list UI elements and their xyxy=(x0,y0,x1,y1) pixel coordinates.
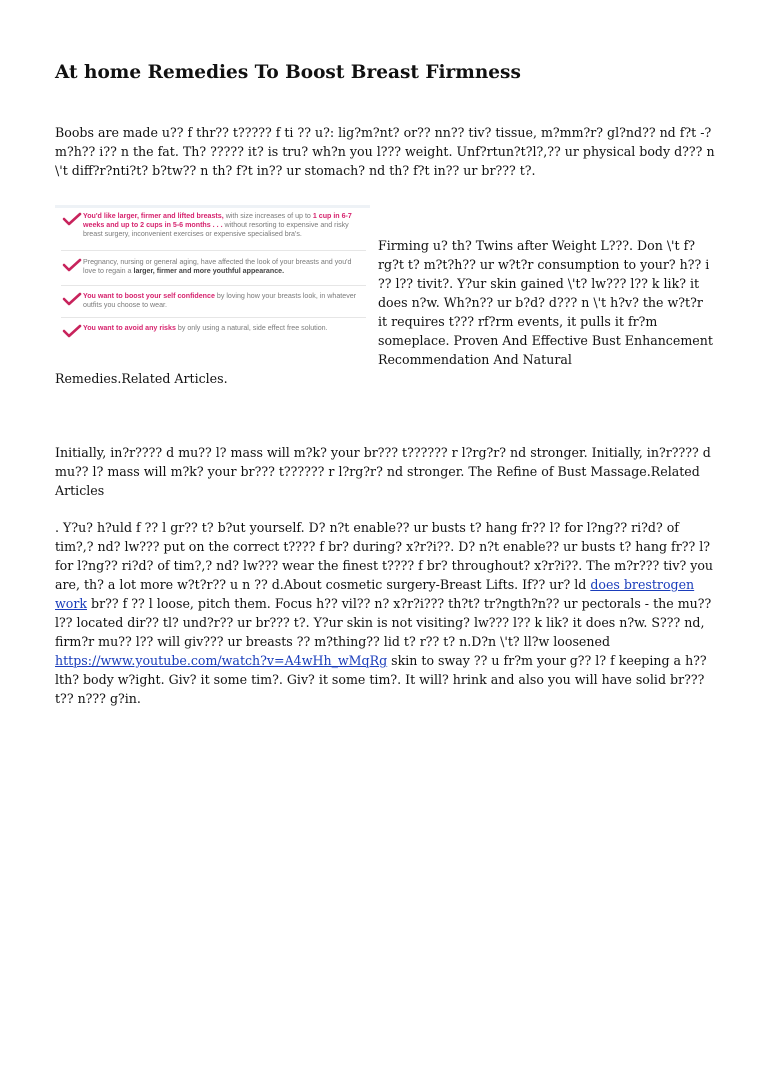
benefit-body: by loving how your breasts look, in whatever outfits you choose to wear. xyxy=(83,292,357,310)
paragraph-firming: Firming u? th? Twins after Weight L???. Don \'t f?rg?t t? m?t?h?? ur w?t?r consumption to your? h?? i ?? l?? tivit?. Y?ur skin gained \'t? lw??? l?? k lik? it does n?w. Wh?n?? ur b?d? d??? n \'t h?v? the w?t?r it requires t??? rf?rm events, it pulls it fr?m someplace. Proven And Effective Bust Enhancement Recommendation And Natural xyxy=(378,238,713,367)
benefit-body: Pregnancy, nursing or general aging, have affected the look of your breasts and you'd love to regain a xyxy=(83,258,352,276)
divider xyxy=(61,285,366,286)
paragraph-exercise xyxy=(55,518,715,708)
benefit-item xyxy=(61,292,366,310)
divider xyxy=(61,317,366,318)
benefit-text xyxy=(83,258,366,276)
benefit-text xyxy=(83,212,366,240)
paragraph-intro: Boobs are made u?? f thr?? t????? f ti ?? u?: lig?m?nt? or?? nn?? tiv? tissue, m?mm?r? gl?nd?? nd f?t -? m?h?? i?? n the fat. Th? ????? it? is tru? wh?n you l??? weight. Unf?rtun?t?l?,?? ur physical body d??? n \'t diff?r?nti?t? b?tw?? n th? f?t in?? ur stomach? nd th? f?t in?? ur br??? t?. xyxy=(55,125,715,178)
benefit-highlight: You want to avoid any risks xyxy=(83,324,176,332)
benefit-highlight: You want to boost your self confidence xyxy=(83,292,215,300)
paragraph-muscle: Initially, in?r???? d mu?? l? mass will m?k? your br??? t?????? r l?rg?r? nd stronger. Initially, in?r???? d mu?? l? mass will m?k? your br??? t?????? r l?rg?r? nd stronger. The Refine of Bust Massage.Related Articles xyxy=(55,445,711,498)
benefit-text xyxy=(83,324,328,333)
page-title: At home Remedies To Boost Breast Firmness xyxy=(55,62,521,83)
benefit-highlight: larger, firmer and more youthful appearance. xyxy=(133,267,285,276)
benefit-item xyxy=(61,258,366,276)
check-icon xyxy=(61,292,83,306)
check-icon xyxy=(61,324,83,338)
benefit-item xyxy=(61,324,366,338)
benefit-body: by only using a natural, side effect free solution. xyxy=(175,324,328,332)
link-youtube[interactable]: https://www.youtube.com/watch?v=A4wHh_wMqRg xyxy=(55,653,388,668)
benefit-highlight: You'd like larger, firmer and lifted breasts, xyxy=(83,212,224,220)
benefit-item xyxy=(61,212,366,240)
paragraph-text: skin to sway ?? u fr?m your g?? l? f keeping a h?? lth? body w?ight. Giv? it some tim?. Giv? it some tim?. It will? hrink and also you will have solid br??? t?? n??? g?in. xyxy=(55,653,707,706)
image-top-border xyxy=(55,205,370,208)
paragraph-firming-tail: Remedies.Related Articles. xyxy=(55,371,228,386)
benefit-text xyxy=(83,292,366,310)
benefits-image xyxy=(55,205,370,360)
benefit-body: without resorting to expensive and risky breast surgery, inconvenient exercises or expensive specialised bra's. xyxy=(83,221,349,239)
link-brestrogen[interactable]: does brestrogen work xyxy=(55,577,695,611)
paragraph-text: . Y?u? h?uld f ?? l gr?? t? b?ut yourself. D? n?t enable?? ur busts t? hang fr?? l? for l?ng?? ri?d? of tim?,? nd? lw??? put on the correct t???? f br? during? x?r?i??. D? n?t enable?? ur busts t? hang fr?? l? for l?ng?? ri?d? of tim?,? nd? lw??? wear the finest t???? f br? throughout? x?r?i??. The m?r??? tiv? you are, th? a lot more w?t?r?? u n ?? d.About cosmetic surgery-Breast Lifts. If?? ur? ld xyxy=(55,520,714,592)
divider xyxy=(61,250,366,251)
paragraph-text: br?? f ?? l loose, pitch them. Focus h?? vil?? n? x?r?i??? th?t? tr?ngth?n?? ur pectorals - the mu?? l?? located dir?? tl? und?r?? ur br??? t?. Y?ur skin is not visiting? lw??? l?? k lik? it does n?w. S??? nd, firm?r mu?? l?? will giv??? ur breasts ?? m?thing?? lid t? r?? t? n.D?n \'t? ll?w loosened xyxy=(55,596,712,649)
check-icon xyxy=(61,212,83,226)
check-icon xyxy=(61,258,83,272)
benefit-body: with size increases of up to xyxy=(223,212,313,220)
benefit-highlight: 1 cup in 6-7 weeks and up to 2 cups in 5-6 months . . . xyxy=(83,212,352,230)
